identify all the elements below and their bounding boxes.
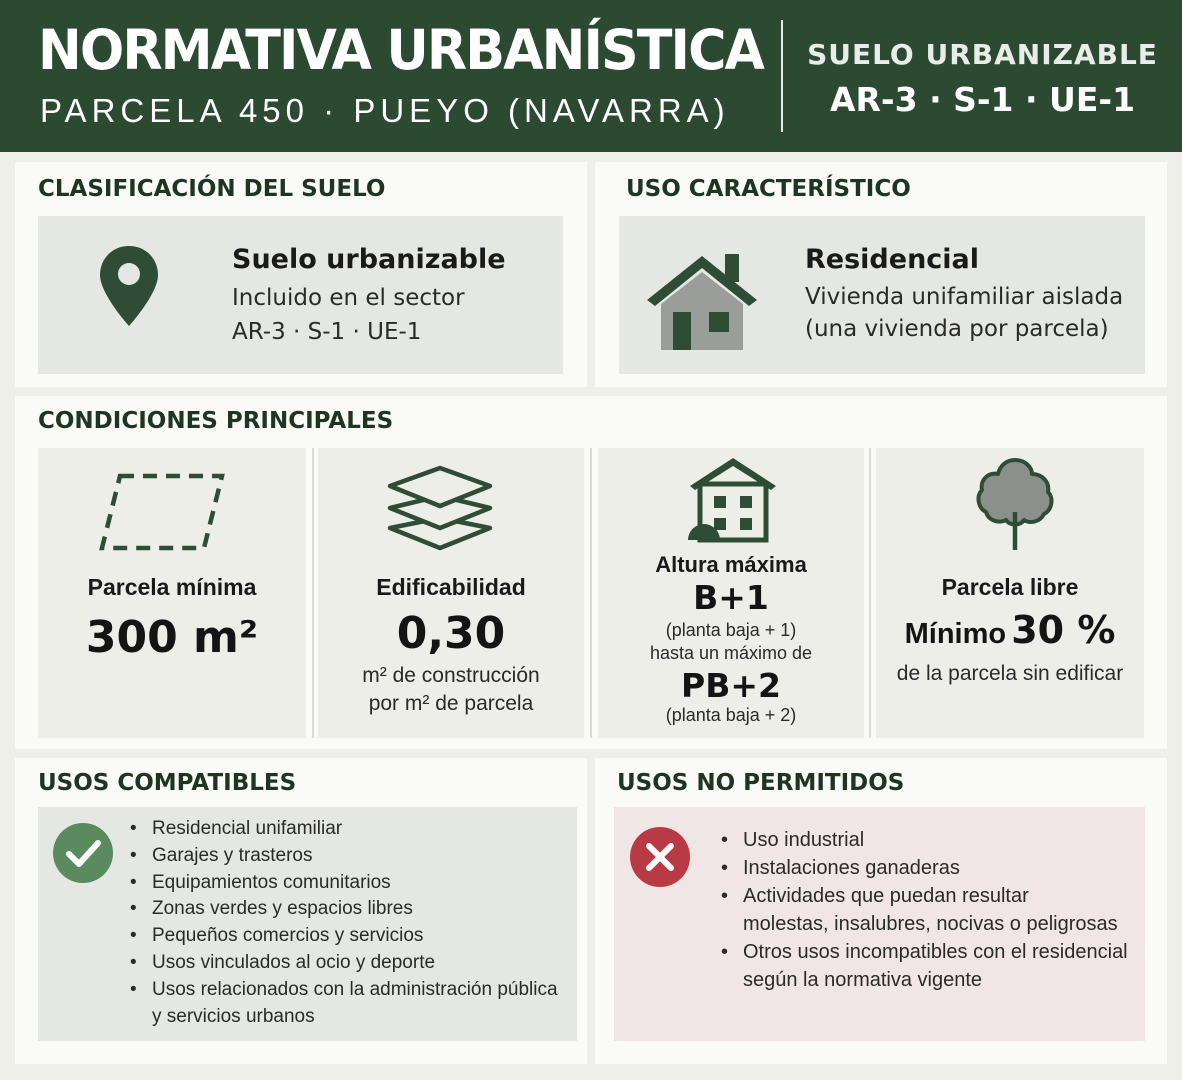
condition-separator (590, 448, 592, 738)
condition-separator (869, 448, 871, 738)
edificabilidad-unit-1: m² de construcción (362, 664, 540, 687)
list-item: • Pequeños comercios y servicios (128, 923, 558, 950)
libre-prefix: Mínimo (904, 618, 1007, 650)
check-circle-icon (52, 822, 114, 884)
page-subtitle: PARCELA 450 · PUEYO (NAVARRA) (40, 92, 730, 129)
list-item-continuation: y servicios urbanos (152, 1005, 315, 1027)
libre-desc: de la parcela sin edificar (896, 662, 1124, 685)
location-pin-icon (98, 244, 160, 328)
list-item: • Equipamientos comunitarios (128, 870, 558, 897)
building-icon (686, 454, 780, 544)
compatibles-title: USOS COMPATIBLES (38, 770, 297, 796)
list-item: • Actividades que puedan resultar (719, 882, 1128, 910)
libre-value-row (876, 608, 1144, 652)
condition-parcela-minima (38, 448, 306, 738)
sector-code: AR-3 · S-1 · UE-1 (829, 80, 1136, 119)
condition-separator (312, 448, 314, 738)
list-item: • Instalaciones ganaderas (719, 854, 1128, 882)
parcela-value: 300 m² (85, 612, 259, 663)
uso-card-title: Residencial (805, 244, 980, 275)
x-circle-icon (629, 826, 691, 888)
uso-title: USO CARACTERÍSTICO (626, 176, 911, 202)
altura-value-1: B+1 (693, 578, 769, 617)
list-item: • Otros usos incompatibles con el residencial (719, 938, 1128, 966)
header-banner (0, 0, 1182, 152)
compatibles-list (128, 816, 558, 1030)
edificabilidad-label: Edificabilidad (376, 574, 526, 600)
clasificacion-card-title: Suelo urbanizable (232, 244, 506, 275)
altura-note-2: (planta baja + 2) (665, 705, 797, 725)
altura-connector: hasta un máximo de (649, 643, 813, 663)
no-permitidos-list (719, 826, 1128, 994)
list-item: • Zonas verdes y espacios libres (128, 896, 558, 923)
tree-icon (974, 456, 1056, 552)
condition-altura-maxima (598, 448, 864, 738)
house-icon (645, 248, 759, 352)
condition-parcela-libre (876, 448, 1144, 738)
clasificacion-line-1: Incluido en el sector (232, 285, 465, 311)
uso-line-1: Vivienda unifamiliar aislada (805, 284, 1124, 310)
parcela-label: Parcela mínima (87, 574, 257, 600)
list-item: • Residencial unifamiliar (128, 816, 558, 843)
list-item-continuation: según la normativa vigente (743, 969, 983, 991)
list-item: • Uso industrial (719, 826, 1128, 854)
libre-value: 30 % (1011, 608, 1116, 652)
list-item-continuation: molestas, insalubres, nocivas o peligrosas (743, 913, 1118, 935)
altura-note-1: (planta baja + 1) (665, 620, 797, 640)
soil-type-label: SUELO URBANIZABLE (807, 38, 1158, 71)
libre-label: Parcela libre (941, 574, 1079, 600)
no-permitidos-title: USOS NO PERMITIDOS (617, 770, 905, 796)
condition-edificabilidad (318, 448, 584, 738)
edificabilidad-unit-2: por m² de parcela (368, 692, 534, 715)
list-item: • Usos vinculados al ocio y deporte (128, 950, 558, 977)
altura-label: Altura máxima (655, 552, 807, 577)
dashed-parcel-icon (98, 472, 226, 552)
page-title: NORMATIVA URBANÍSTICA (38, 18, 764, 82)
list-item: • Garajes y trasteros (128, 843, 558, 870)
layers-icon (386, 464, 494, 552)
list-item: • Usos relacionados con la administración pública (128, 977, 558, 1004)
uso-line-2: (una vivienda por parcela) (805, 316, 1109, 342)
edificabilidad-value: 0,30 (396, 608, 506, 659)
altura-value-2: PB+2 (681, 666, 781, 705)
condiciones-title: CONDICIONES PRINCIPALES (38, 408, 394, 434)
clasificacion-title: CLASIFICACIÓN DEL SUELO (38, 176, 386, 202)
clasificacion-line-2: AR-3 · S-1 · UE-1 (232, 319, 422, 345)
